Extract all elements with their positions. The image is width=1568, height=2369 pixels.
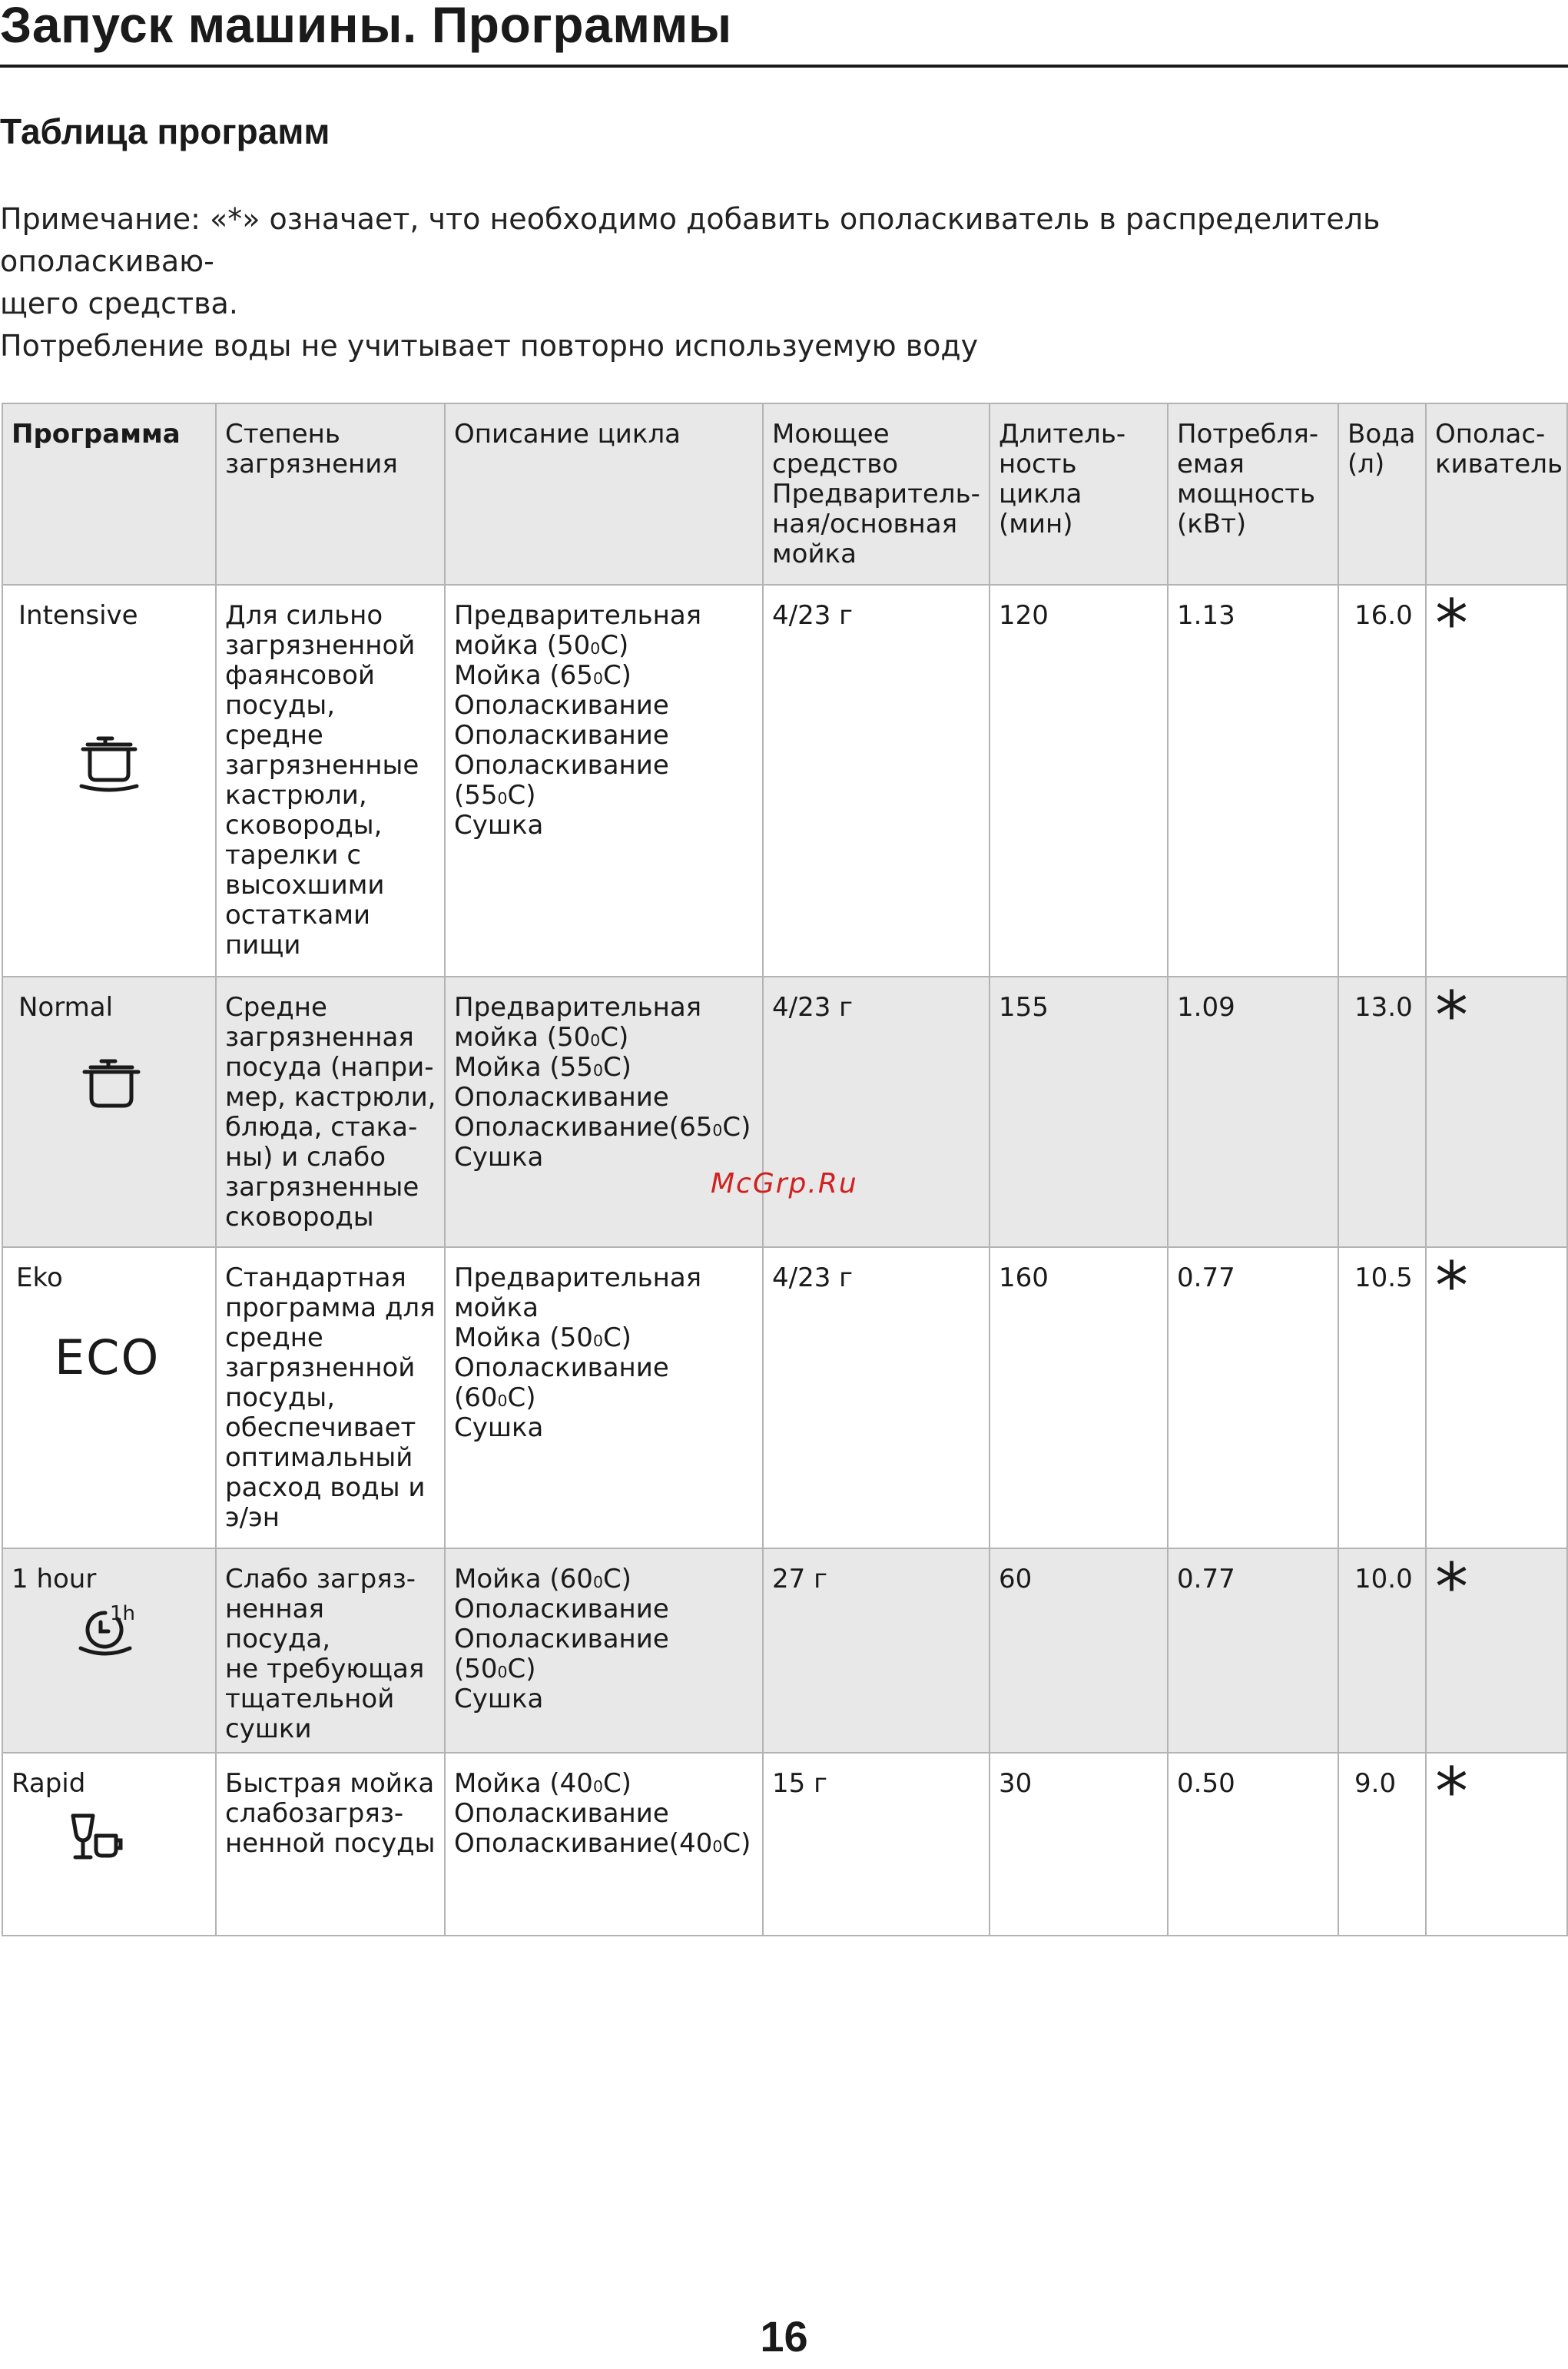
cell-line: Предварительная: [454, 1262, 702, 1293]
cell-line: Ополаскивание: [454, 720, 669, 751]
cell-line: расход воды и: [225, 1472, 426, 1503]
watermark: McGrp.Ru: [711, 1168, 858, 1199]
soil-cell: [216, 1548, 445, 1753]
power-cell: 0.77: [1168, 1247, 1338, 1548]
cell-line: Ополаскивание $(60^0C)$: [454, 1352, 669, 1413]
title-rule: [0, 65, 1568, 68]
cell-line: мощность: [1177, 479, 1316, 509]
cell-line: ность: [999, 449, 1077, 479]
program-cell: [2, 585, 216, 977]
cell-line: остатками: [225, 900, 371, 931]
cell-line: посуды,: [225, 1382, 336, 1413]
cell-line: тарелки с: [225, 840, 362, 871]
water-cell: 9.0: [1338, 1753, 1426, 1936]
water-cell: 10.5: [1338, 1247, 1426, 1548]
cell-line: цикла (мин): [999, 479, 1082, 539]
rinse-aid-star: *: [1426, 1247, 1567, 1548]
cell-line: загрязненной: [225, 630, 416, 661]
cell-line: Предваритель-: [772, 479, 980, 509]
water-cell: 10.0: [1338, 1548, 1426, 1753]
cell-line: посуда (напри-: [225, 1052, 434, 1083]
cycle-cell: [445, 1548, 763, 1753]
cell-line: Слабо загряз-: [225, 1564, 416, 1594]
cell-line: сковороды,: [225, 810, 383, 841]
table-row: [2, 585, 1567, 977]
cell-line: средство: [772, 449, 899, 479]
cell-line: загрязненной: [225, 1352, 416, 1383]
cell-line: Мойка $(50^0C)$: [454, 1322, 632, 1353]
cell-line: Потребля-: [1177, 419, 1319, 450]
detergent-cell: 4/23 г: [763, 977, 990, 1247]
detergent-cell: 27 г: [763, 1548, 990, 1753]
program-cell: [2, 1753, 216, 1936]
program-cell: [2, 1548, 216, 1753]
cycle-cell: [445, 1247, 763, 1548]
cell-line: Стандартная: [225, 1262, 406, 1293]
program-name: 1 hour: [12, 1564, 97, 1594]
note-line: Примечание: «*» означает, что необходимо добавить ополаскиватель в распределитель ополаскиваю-: [0, 202, 1381, 278]
cell-line: Моющее: [772, 419, 890, 450]
cell-line: Средне: [225, 992, 327, 1023]
pot-on-plate-icon: [18, 631, 207, 792]
cell-line: Описание цикла: [454, 419, 681, 450]
section-title: Таблица программ: [0, 111, 330, 151]
cell-line: посуды, средне: [225, 690, 336, 751]
header-water: [1338, 403, 1426, 585]
program-name: Intensive: [18, 600, 138, 631]
cell-line: Быстрая мойка: [225, 1768, 435, 1799]
cell-line: оптимальный: [225, 1442, 413, 1473]
program-name: Eko: [16, 1262, 63, 1293]
cell-line: пищи: [225, 930, 301, 961]
cell-line: средне: [225, 1322, 323, 1353]
cell-line: мойка $(50^0C)$: [454, 1022, 629, 1053]
cell-line: программа для: [225, 1292, 436, 1323]
page-number: 16: [760, 2312, 808, 2361]
table-row: [2, 1247, 1567, 1548]
cell-line: Ополаскивание: [454, 1798, 669, 1829]
cell-line: Предварительная: [454, 600, 702, 631]
cell-line: сушки: [225, 1714, 312, 1744]
rinse-aid-star: *: [1426, 585, 1567, 977]
program-cell: [2, 977, 216, 1247]
rinse-aid-star: *: [1426, 1753, 1567, 1936]
power-cell: 0.77: [1168, 1548, 1338, 1753]
cell-line: обеспечивает: [225, 1412, 416, 1443]
cell-line: Сушка: [454, 1412, 544, 1443]
cell-line: Сушка: [454, 1684, 544, 1714]
cell-line: слабозагряз-: [225, 1798, 404, 1829]
cell-line: Ополаскивание $(50^0C)$: [454, 1624, 669, 1684]
table-row: [2, 1548, 1567, 1753]
cell-line: не требующая: [225, 1654, 425, 1684]
cell-line: $Ополаскивание(40^0C)$: [454, 1828, 751, 1859]
cell-line: Мойка $(40^0C)$: [454, 1768, 632, 1799]
header-program: Программа: [2, 403, 216, 585]
cell-line: загрязненная: [225, 1022, 414, 1053]
cell-line: Мойка $(60^0C)$: [454, 1564, 632, 1594]
cycle-cell: [445, 1753, 763, 1936]
note-line: Потребление воды не учитывает повторно используемую воду: [0, 329, 979, 363]
rinse-aid-star: *: [1426, 977, 1567, 1247]
cell-line: Ополаскивание: [454, 1594, 669, 1624]
duration-cell: 120: [990, 585, 1168, 977]
cell-line: э/эн: [225, 1502, 280, 1533]
table-row: [2, 1753, 1567, 1936]
header-rinse: [1426, 403, 1567, 585]
glass-and-cup-icon: [12, 1799, 207, 1862]
cell-line: мойка: [772, 539, 857, 569]
cycle-cell: [445, 585, 763, 977]
cell-line: фаянсовой: [225, 660, 376, 691]
cell-line: Ополаскивание $(55^0C)$: [454, 750, 669, 811]
note-line: щего средства.: [0, 287, 238, 320]
cell-line: Мойка $(55^0C)$: [454, 1052, 632, 1083]
cell-line: Ополаскивание: [454, 1082, 669, 1113]
cell-line: киватель: [1435, 449, 1563, 479]
duration-cell: 155: [990, 977, 1168, 1247]
pot-icon: [18, 1023, 207, 1110]
soil-cell: [216, 1753, 445, 1936]
cell-line: $Ополаскивание(65^0C)$: [454, 1112, 751, 1143]
detergent-cell: 4/23 г: [763, 585, 990, 977]
cell-line: Для сильно: [225, 600, 383, 631]
program-name: Normal: [18, 992, 114, 1023]
detergent-cell: 15 г: [763, 1753, 990, 1936]
table-row: [2, 977, 1567, 1247]
cell-line: Предварительная: [454, 992, 702, 1023]
cell-line: мойка $(50^0C)$: [454, 630, 629, 661]
cell-line: Вода: [1348, 419, 1416, 450]
header-row: [2, 403, 1567, 585]
header-soil: [216, 403, 445, 585]
header-duration: [990, 403, 1168, 585]
eco-icon: [16, 1293, 207, 1385]
power-cell: 1.09: [1168, 977, 1338, 1247]
page-title: Запуск машины. Программы: [0, 0, 732, 53]
rinse-aid-star: *: [1426, 1548, 1567, 1753]
cell-line: высохшими: [225, 870, 385, 901]
cell-line: Сушка: [454, 810, 544, 841]
water-cell: 13.0: [1338, 977, 1426, 1247]
cell-line: Ополаскивание: [454, 690, 669, 721]
cell-line: загрязнения: [225, 449, 398, 479]
cell-line: ненная посуда,: [225, 1594, 330, 1654]
detergent-cell: 4/23 г: [763, 1247, 990, 1548]
cell-line: тщательной: [225, 1684, 395, 1714]
cell-line: (л): [1348, 449, 1385, 479]
soil-cell: [216, 1247, 445, 1548]
cell-line: кастрюли,: [225, 780, 367, 811]
cycle-cell: [445, 977, 763, 1247]
power-cell: 0.50: [1168, 1753, 1338, 1936]
cell-line: ненной посуды: [225, 1828, 436, 1859]
cell-line: (кВт): [1177, 509, 1247, 539]
cell-line: загрязненные: [225, 1172, 419, 1203]
soil-cell: [216, 977, 445, 1247]
program-name: Rapid: [12, 1768, 86, 1799]
cell-line: ны) и слабо: [225, 1142, 386, 1173]
cell-line: мойка: [454, 1292, 539, 1323]
header-cycle: [445, 403, 763, 585]
duration-cell: 160: [990, 1247, 1168, 1548]
soil-cell: [216, 585, 445, 977]
header-detergent: [763, 403, 990, 585]
eco-label: ECO: [55, 1329, 161, 1385]
cell-line: ная/основная: [772, 509, 958, 539]
cell-line: емая: [1177, 449, 1245, 479]
cell-line: Длитель-: [999, 419, 1126, 450]
one-hour-label: 1h: [110, 1602, 136, 1625]
cell-line: Ополас-: [1435, 419, 1546, 450]
header-power: [1168, 403, 1338, 585]
notes: [0, 198, 1568, 367]
duration-cell: 60: [990, 1548, 1168, 1753]
duration-cell: 30: [990, 1753, 1168, 1936]
cell-line: загрязненные: [225, 750, 419, 781]
power-cell: 1.13: [1168, 585, 1338, 977]
cell-line: Степень: [225, 419, 340, 450]
program-cell: [2, 1247, 216, 1548]
cell-line: блюда, стака-: [225, 1112, 418, 1143]
water-cell: 16.0: [1338, 585, 1426, 977]
cell-line: Сушка: [454, 1142, 544, 1173]
one-hour-clock-icon: [12, 1594, 207, 1662]
cell-line: мер, кастрюли,: [225, 1082, 436, 1113]
cell-line: сковороды: [225, 1202, 374, 1233]
cell-line: Мойка $(65^0C)$: [454, 660, 632, 691]
